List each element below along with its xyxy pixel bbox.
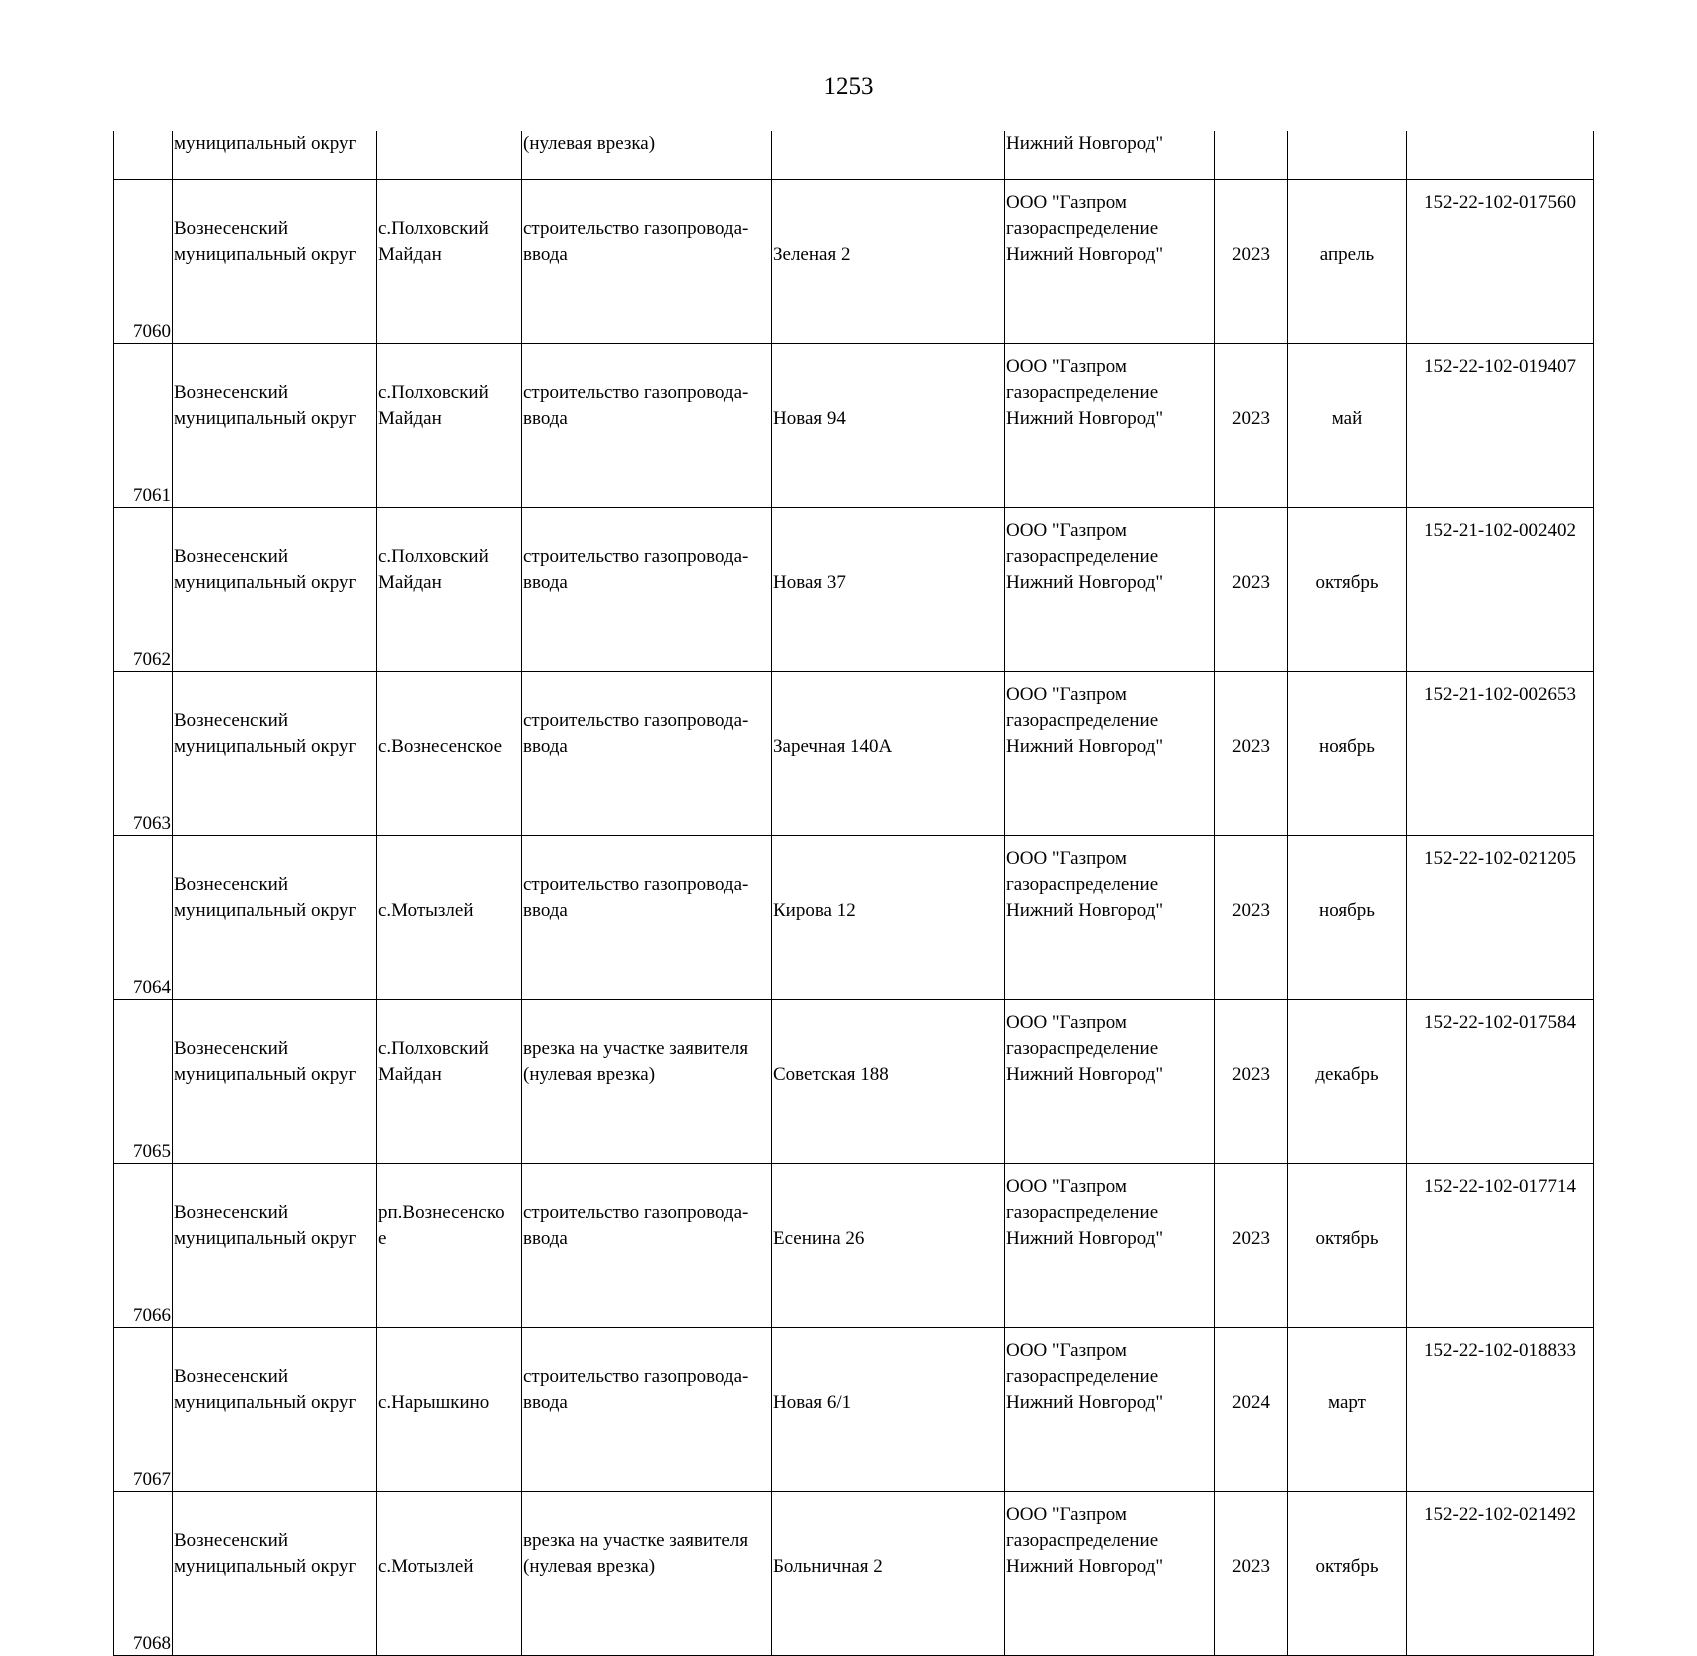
cell-year: 2023: [1215, 672, 1288, 836]
cell-line: Нижний Новгород": [1006, 1228, 1164, 1249]
cell-district: муниципальный округ: [173, 131, 377, 180]
cell-line: газораспределение: [1006, 1202, 1159, 1223]
cell-line: (нулевая врезка): [523, 1556, 656, 1577]
cell-locality: [377, 180, 522, 344]
cell-line: ввода: [523, 736, 568, 757]
cell-locality: [377, 1328, 522, 1492]
cell-month: ноябрь: [1288, 672, 1407, 836]
cell-line: ввода: [523, 572, 568, 593]
cell-organization: [1005, 1492, 1215, 1656]
cell-year: [1215, 131, 1288, 180]
cell-work-type: [522, 1492, 772, 1656]
cell-line: газораспределение: [1006, 546, 1159, 567]
cell-line: строительство газопровода-: [523, 710, 749, 731]
cell-line: строительство газопровода-: [523, 874, 749, 895]
cell-line: строительство газопровода-: [523, 218, 749, 239]
cell-line: ООО "Газпром: [1006, 520, 1127, 541]
cell-work-type: [522, 1328, 772, 1492]
cell-code: 152-21-102-002653: [1407, 672, 1594, 836]
cell-line: строительство газопровода-: [523, 1202, 749, 1223]
cell-line: муниципальный округ: [174, 900, 357, 921]
cell-address: Заречная 140А: [772, 672, 1005, 836]
cell-line: с.Полховский: [378, 546, 489, 567]
cell-work-type: [522, 672, 772, 836]
row-number: 7062: [133, 649, 171, 670]
cell-code: 152-22-102-018833: [1407, 1328, 1594, 1492]
cell-address: Зеленая 2: [772, 180, 1005, 344]
cell-address: Больничная 2: [772, 1492, 1005, 1656]
cell-code: 152-21-102-002402: [1407, 508, 1594, 672]
table-body: [114, 131, 1594, 1656]
cell-month: апрель: [1288, 180, 1407, 344]
continuation-row: [114, 131, 1594, 180]
cell-line: Нижний Новгород": [1006, 1556, 1164, 1577]
cell-line: с.Нарышкино: [378, 1392, 490, 1413]
cell-line: муниципальный округ: [174, 1064, 357, 1085]
cell-year: 2023: [1215, 344, 1288, 508]
cell-line: (нулевая врезка): [523, 1064, 656, 1085]
cell-line: Вознесенский: [174, 218, 289, 239]
cell-line: с.Полховский: [378, 382, 489, 403]
cell-line: Нижний Новгород": [1006, 736, 1164, 757]
row-number: 7065: [133, 1141, 171, 1162]
cell-locality: [377, 508, 522, 672]
cell-organization: [1005, 180, 1215, 344]
cell-line: врезка на участке заявителя: [523, 1530, 749, 1551]
cell-organization: [1005, 508, 1215, 672]
cell-code: 152-22-102-017560: [1407, 180, 1594, 344]
row-number: 7068: [133, 1633, 171, 1654]
cell-district: [173, 672, 377, 836]
cell-line: с.Вознесенское: [378, 736, 503, 757]
cell-year: 2023: [1215, 1164, 1288, 1328]
cell-work-type: [522, 508, 772, 672]
cell-locality: [377, 1164, 522, 1328]
cell-line: ввода: [523, 408, 568, 429]
cell-code: 152-22-102-017714: [1407, 1164, 1594, 1328]
cell-work-type: [522, 1000, 772, 1164]
cell-line: Майдан: [378, 1064, 442, 1085]
cell-locality: [377, 131, 522, 180]
cell-line: ООО "Газпром: [1006, 356, 1127, 377]
cell-line: Вознесенский: [174, 1530, 289, 1551]
cell-line: ООО "Газпром: [1006, 684, 1127, 705]
table-row: [114, 1000, 1594, 1164]
cell-line: строительство газопровода-: [523, 1366, 749, 1387]
row-number: 7061: [133, 485, 171, 506]
cell-line: ООО "Газпром: [1006, 1340, 1127, 1361]
cell-line: Вознесенский: [174, 710, 289, 731]
cell-line: ООО "Газпром: [1006, 1504, 1127, 1525]
cell-num: [114, 1328, 173, 1492]
cell-line: е: [378, 1228, 387, 1249]
cell-line: Вознесенский: [174, 1366, 289, 1387]
row-number: 7063: [133, 813, 171, 834]
cell-organization: [1005, 344, 1215, 508]
cell-code: 152-22-102-021492: [1407, 1492, 1594, 1656]
cell-line: газораспределение: [1006, 1366, 1159, 1387]
cell-district: [173, 180, 377, 344]
cell-organization: [1005, 1328, 1215, 1492]
cell-line: ввода: [523, 1228, 568, 1249]
cell-line: муниципальный округ: [174, 408, 357, 429]
cell-line: строительство газопровода-: [523, 546, 749, 567]
cell-line: Нижний Новгород": [1006, 408, 1164, 429]
cell-line: газораспределение: [1006, 1530, 1159, 1551]
cell-district: [173, 836, 377, 1000]
cell-line: муниципальный округ: [174, 244, 357, 265]
cell-line: [378, 1528, 520, 1554]
table-row: [114, 508, 1594, 672]
cell-line: строительство газопровода-: [523, 382, 749, 403]
cell-locality: [377, 1000, 522, 1164]
cell-line: Нижний Новгород": [1006, 244, 1164, 265]
table-row: [114, 344, 1594, 508]
cell-month: март: [1288, 1328, 1407, 1492]
cell-line: ООО "Газпром: [1006, 848, 1127, 869]
cell-district: [173, 1000, 377, 1164]
row-number: 7067: [133, 1469, 171, 1490]
cell-num: [114, 344, 173, 508]
cell-month: декабрь: [1288, 1000, 1407, 1164]
gas-connection-table: [113, 131, 1594, 1656]
cell-line: с.Полховский: [378, 218, 489, 239]
cell-line: муниципальный округ: [174, 736, 357, 757]
cell-line: Нижний Новгород": [1006, 1392, 1164, 1413]
cell-month: октябрь: [1288, 508, 1407, 672]
table-row: [114, 1492, 1594, 1656]
cell-line: [378, 708, 520, 734]
cell-line: ввода: [523, 1392, 568, 1413]
cell-line: муниципальный округ: [174, 1392, 357, 1413]
cell-organization: [1005, 836, 1215, 1000]
cell-line: с.Мотызлей: [378, 1556, 474, 1577]
cell-locality: [377, 836, 522, 1000]
cell-code: 152-22-102-019407: [1407, 344, 1594, 508]
cell-organization: [1005, 1000, 1215, 1164]
cell-num: [114, 1000, 173, 1164]
cell-line: ввода: [523, 244, 568, 265]
cell-work-type: [522, 1164, 772, 1328]
cell-line: Майдан: [378, 244, 442, 265]
cell-code: 152-22-102-017584: [1407, 1000, 1594, 1164]
cell-line: [378, 1364, 520, 1390]
cell-work-type: [522, 344, 772, 508]
cell-num: [114, 508, 173, 672]
cell-num: [114, 672, 173, 836]
cell-code: [1407, 131, 1594, 180]
cell-address: Советская 188: [772, 1000, 1005, 1164]
cell-locality: [377, 672, 522, 836]
cell-address: Новая 6/1: [772, 1328, 1005, 1492]
page-number: 1253: [823, 73, 874, 100]
cell-year: 2023: [1215, 508, 1288, 672]
cell-num: [114, 131, 173, 180]
cell-num: [114, 1492, 173, 1656]
cell-year: 2023: [1215, 1492, 1288, 1656]
cell-line: ООО "Газпром: [1006, 192, 1127, 213]
cell-year: 2023: [1215, 180, 1288, 344]
cell-month: октябрь: [1288, 1164, 1407, 1328]
cell-organization: Нижний Новгород": [1005, 131, 1215, 180]
cell-line: Вознесенский: [174, 874, 289, 895]
cell-line: Майдан: [378, 572, 442, 593]
cell-address: [772, 131, 1005, 180]
cell-organization: [1005, 1164, 1215, 1328]
cell-line: газораспределение: [1006, 710, 1159, 731]
cell-address: Есенина 26: [772, 1164, 1005, 1328]
cell-district: [173, 508, 377, 672]
cell-month: октябрь: [1288, 1492, 1407, 1656]
cell-line: газораспределение: [1006, 218, 1159, 239]
cell-line: газораспределение: [1006, 1038, 1159, 1059]
cell-year: 2024: [1215, 1328, 1288, 1492]
cell-work-type: [522, 180, 772, 344]
cell-line: муниципальный округ: [174, 1228, 357, 1249]
cell-line: Нижний Новгород": [1006, 900, 1164, 921]
cell-line: муниципальный округ: [174, 1556, 357, 1577]
cell-month: ноябрь: [1288, 836, 1407, 1000]
cell-line: ООО "Газпром: [1006, 1012, 1127, 1033]
cell-num: [114, 836, 173, 1000]
cell-district: [173, 1328, 377, 1492]
cell-line: Нижний Новгород": [1006, 1064, 1164, 1085]
row-number: 7066: [133, 1305, 171, 1326]
table-row: [114, 836, 1594, 1000]
cell-line: газораспределение: [1006, 382, 1159, 403]
table-row: [114, 1328, 1594, 1492]
cell-line: Вознесенский: [174, 382, 289, 403]
cell-line: Вознесенский: [174, 546, 289, 567]
cell-line: ввода: [523, 900, 568, 921]
cell-month: май: [1288, 344, 1407, 508]
cell-num: [114, 1164, 173, 1328]
cell-locality: [377, 344, 522, 508]
cell-locality: [377, 1492, 522, 1656]
cell-address: Кирова 12: [772, 836, 1005, 1000]
cell-year: 2023: [1215, 1000, 1288, 1164]
cell-line: с.Полховский: [378, 1038, 489, 1059]
cell-line: газораспределение: [1006, 874, 1159, 895]
cell-line: ООО "Газпром: [1006, 1176, 1127, 1197]
cell-address: Новая 94: [772, 344, 1005, 508]
table-row: [114, 672, 1594, 836]
cell-line: рп.Вознесенско: [378, 1202, 505, 1223]
cell-line: муниципальный округ: [174, 572, 357, 593]
cell-district: [173, 344, 377, 508]
cell-address: Новая 37: [772, 508, 1005, 672]
cell-line: Вознесенский: [174, 1202, 289, 1223]
cell-line: Майдан: [378, 408, 442, 429]
cell-district: [173, 1492, 377, 1656]
cell-work-type: [522, 836, 772, 1000]
cell-line: [378, 872, 520, 898]
cell-num: [114, 180, 173, 344]
cell-work-type: (нулевая врезка): [522, 131, 772, 180]
table-row: [114, 1164, 1594, 1328]
cell-line: Вознесенский: [174, 1038, 289, 1059]
row-number: 7064: [133, 977, 171, 998]
cell-organization: [1005, 672, 1215, 836]
row-number: 7060: [133, 321, 171, 342]
cell-district: [173, 1164, 377, 1328]
cell-year: 2023: [1215, 836, 1288, 1000]
table-row: [114, 180, 1594, 344]
cell-line: Нижний Новгород": [1006, 572, 1164, 593]
cell-code: 152-22-102-021205: [1407, 836, 1594, 1000]
cell-line: врезка на участке заявителя: [523, 1038, 749, 1059]
cell-month: [1288, 131, 1407, 180]
cell-line: с.Мотызлей: [378, 900, 474, 921]
